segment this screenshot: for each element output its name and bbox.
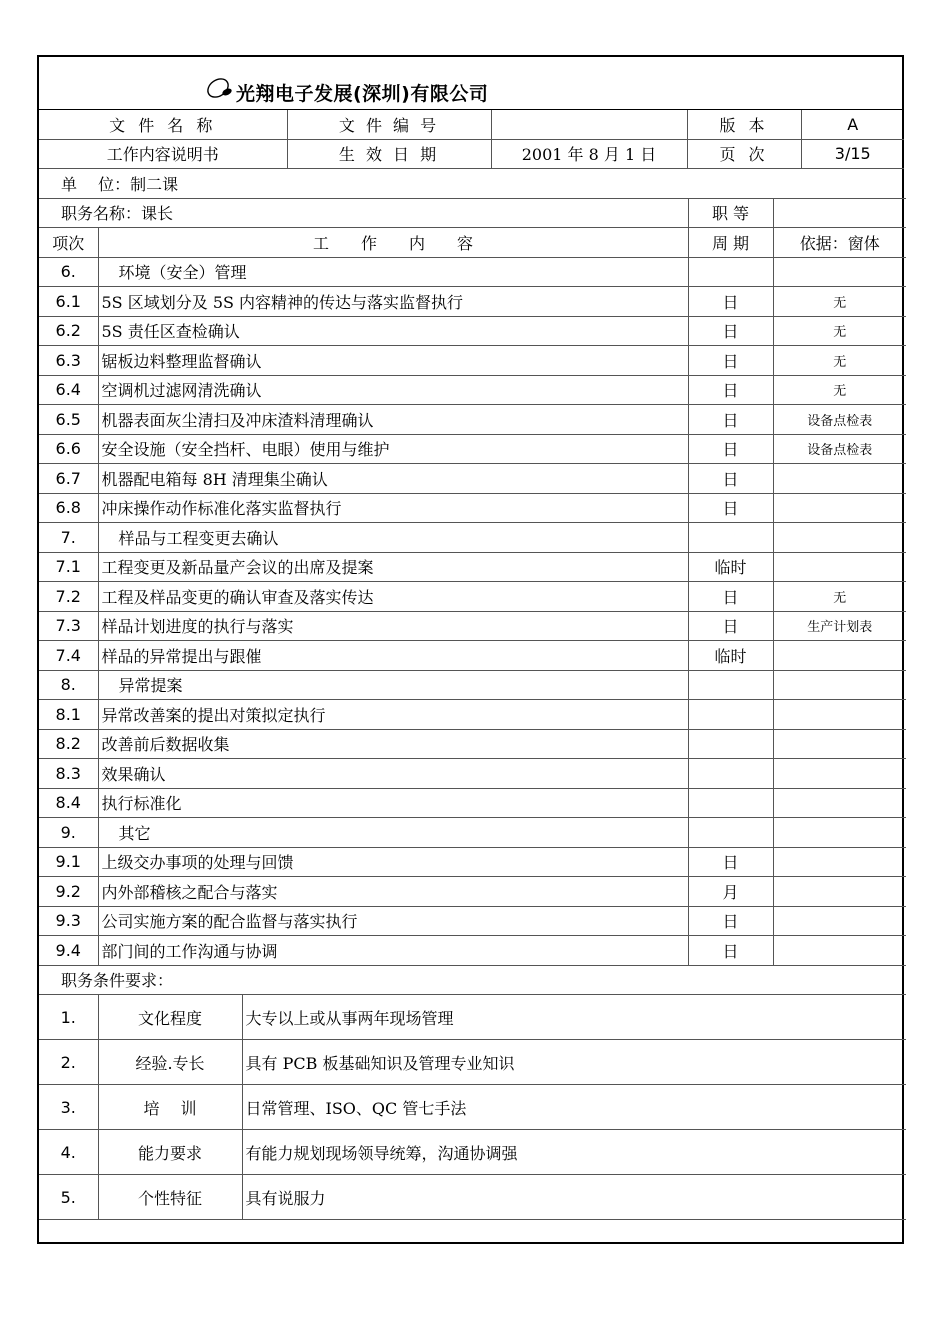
item-content: 样品的异常提出与跟催 — [98, 641, 688, 671]
table-row — [39, 552, 906, 582]
column-cycle: 周 期 — [688, 228, 773, 258]
table-row — [39, 729, 906, 759]
page-value: 3/15 — [801, 139, 904, 169]
item-cycle: 日 — [688, 582, 773, 612]
item-content: 机器配电箱每 8H 清理集尘确认 — [98, 464, 688, 494]
item-basis — [773, 847, 906, 877]
requirement-name: 经验.专长 — [98, 1040, 242, 1085]
item-no: 8.3 — [39, 759, 98, 789]
item-content: 空调机过滤网清洗确认 — [98, 375, 688, 405]
requirements-label: 职务条件要求： — [39, 966, 906, 995]
item-cycle — [688, 729, 773, 759]
bottom-blank-row — [39, 1220, 902, 1244]
item-cycle: 日 — [688, 464, 773, 494]
item-cycle: 日 — [688, 287, 773, 317]
file-no-label: 文 件 编 号 — [287, 110, 491, 139]
item-basis — [773, 464, 906, 494]
item-basis — [773, 700, 906, 730]
item-no: 7.2 — [39, 582, 98, 612]
table-row — [39, 670, 906, 700]
item-no: 6.5 — [39, 405, 98, 435]
item-content: 公司实施方案的配合监督与落实执行 — [98, 906, 688, 936]
item-content: 环境（安全）管理 — [98, 257, 688, 287]
item-no: 7. — [39, 523, 98, 553]
item-content: 其它 — [98, 818, 688, 848]
grade-label: 职 等 — [688, 198, 773, 228]
item-content: 冲床操作动作标准化落实监督执行 — [98, 493, 688, 523]
document-frame — [37, 55, 904, 1244]
unit-line: 单 位：制二课 — [39, 169, 906, 198]
item-basis: 设备点检表 — [773, 434, 906, 464]
item-cycle: 日 — [688, 906, 773, 936]
item-basis — [773, 493, 906, 523]
document — [37, 55, 904, 1244]
item-cycle: 日 — [688, 434, 773, 464]
item-content: 异常改善案的提出对策拟定执行 — [98, 700, 688, 730]
item-content: 机器表面灰尘清扫及冲床渣料清理确认 — [98, 405, 688, 435]
item-no: 8.1 — [39, 700, 98, 730]
requirement-value: 具有说服力 — [242, 1175, 906, 1220]
column-content: 工 作 内 容 — [98, 228, 688, 258]
item-basis — [773, 729, 906, 759]
item-no: 6.8 — [39, 493, 98, 523]
requirement-row — [39, 1175, 906, 1220]
requirement-value: 大专以上或从事两年现场管理 — [242, 995, 906, 1040]
table-row — [39, 316, 906, 346]
requirement-no: 1. — [39, 995, 98, 1040]
item-no: 7.3 — [39, 611, 98, 641]
work-rows — [39, 257, 906, 965]
doc-name: 工作内容说明书 — [39, 139, 287, 169]
effective-date-label: 生 效 日 期 — [287, 139, 491, 169]
table-row — [39, 818, 906, 848]
requirement-value: 具有 PCB 板基础知识及管理专业知识 — [242, 1040, 906, 1085]
version-label: 版 本 — [687, 110, 801, 139]
item-cycle — [688, 700, 773, 730]
item-no: 8. — [39, 670, 98, 700]
requirement-row — [39, 995, 906, 1040]
item-content: 部门间的工作沟通与协调 — [98, 936, 688, 966]
item-basis: 无 — [773, 316, 906, 346]
item-cycle — [688, 759, 773, 789]
table-row — [39, 523, 906, 553]
item-no: 9.3 — [39, 906, 98, 936]
item-content: 上级交办事项的处理与回馈 — [98, 847, 688, 877]
item-content: 工程变更及新品量产会议的出席及提案 — [98, 552, 688, 582]
item-no: 6.6 — [39, 434, 98, 464]
table-row — [39, 287, 906, 317]
item-no: 9.2 — [39, 877, 98, 907]
item-no: 6.7 — [39, 464, 98, 494]
table-row — [39, 641, 906, 671]
item-cycle: 临时 — [688, 552, 773, 582]
requirement-rows — [39, 995, 906, 1220]
table-row — [39, 788, 906, 818]
item-cycle — [688, 257, 773, 287]
company-name: 光翔电子发展(深圳)有限公司 — [236, 83, 489, 105]
item-basis — [773, 877, 906, 907]
title-row — [39, 57, 902, 110]
item-content: 异常提案 — [98, 670, 688, 700]
company-logo-icon — [204, 75, 238, 105]
item-content: 工程及样品变更的确认审查及落实传达 — [98, 582, 688, 612]
file-name-label: 文 件 名 称 — [39, 110, 287, 139]
requirement-row — [39, 1085, 906, 1130]
item-no: 6.4 — [39, 375, 98, 405]
item-cycle: 日 — [688, 375, 773, 405]
table-row — [39, 611, 906, 641]
item-cycle: 日 — [688, 847, 773, 877]
item-cycle: 日 — [688, 346, 773, 376]
effective-date-value: 2001 年 8 月 1 日 — [491, 139, 687, 169]
table-row — [39, 464, 906, 494]
item-basis — [773, 641, 906, 671]
table-row — [39, 936, 906, 966]
item-content: 效果确认 — [98, 759, 688, 789]
item-cycle — [688, 818, 773, 848]
item-cycle — [688, 523, 773, 553]
item-no: 9. — [39, 818, 98, 848]
table-row — [39, 434, 906, 464]
item-no: 6. — [39, 257, 98, 287]
item-basis: 设备点检表 — [773, 405, 906, 435]
item-no: 7.4 — [39, 641, 98, 671]
requirement-no: 4. — [39, 1130, 98, 1175]
requirement-no: 2. — [39, 1040, 98, 1085]
item-basis: 生产计划表 — [773, 611, 906, 641]
item-basis — [773, 552, 906, 582]
requirement-row — [39, 1040, 906, 1085]
item-basis — [773, 257, 906, 287]
requirement-value: 日常管理、ISO、QC 管七手法 — [242, 1085, 906, 1130]
item-cycle: 日 — [688, 611, 773, 641]
item-basis — [773, 818, 906, 848]
item-no: 9.4 — [39, 936, 98, 966]
item-cycle: 临时 — [688, 641, 773, 671]
table-row — [39, 877, 906, 907]
item-basis — [773, 523, 906, 553]
item-cycle: 日 — [688, 493, 773, 523]
table-row — [39, 257, 906, 287]
item-no: 9.1 — [39, 847, 98, 877]
grade-value — [773, 198, 906, 228]
file-no-value — [491, 110, 687, 139]
item-cycle — [688, 670, 773, 700]
requirement-row — [39, 1130, 906, 1175]
table-row — [39, 582, 906, 612]
table-row — [39, 375, 906, 405]
item-basis: 无 — [773, 346, 906, 376]
column-basis: 依据：窗体 — [773, 228, 906, 258]
requirement-no: 3. — [39, 1085, 98, 1130]
item-basis — [773, 670, 906, 700]
item-basis: 无 — [773, 582, 906, 612]
item-content: 执行标准化 — [98, 788, 688, 818]
item-basis — [773, 759, 906, 789]
requirement-name: 个性特征 — [98, 1175, 242, 1220]
item-cycle: 日 — [688, 936, 773, 966]
item-basis — [773, 936, 906, 966]
item-no: 8.2 — [39, 729, 98, 759]
item-content: 样品与工程变更去确认 — [98, 523, 688, 553]
item-content: 样品计划进度的执行与落实 — [98, 611, 688, 641]
column-item: 项次 — [39, 228, 98, 258]
item-content: 安全设施（安全挡杆、电眼）使用与维护 — [98, 434, 688, 464]
table-row — [39, 847, 906, 877]
table-row — [39, 405, 906, 435]
item-cycle: 月 — [688, 877, 773, 907]
item-content: 锯板边料整理监督确认 — [98, 346, 688, 376]
item-content: 5S 责任区查检确认 — [98, 316, 688, 346]
version-value: A — [801, 110, 904, 139]
requirement-name: 培 训 — [98, 1085, 242, 1130]
item-no: 6.1 — [39, 287, 98, 317]
item-basis: 无 — [773, 375, 906, 405]
item-content: 改善前后数据收集 — [98, 729, 688, 759]
page-label: 页 次 — [687, 139, 801, 169]
table-row — [39, 346, 906, 376]
requirement-value: 有能力规划现场领导统筹，沟通协调强 — [242, 1130, 906, 1175]
table-row — [39, 906, 906, 936]
item-basis — [773, 906, 906, 936]
work-table — [39, 169, 906, 966]
table-row — [39, 759, 906, 789]
item-cycle: 日 — [688, 316, 773, 346]
item-no: 6.3 — [39, 346, 98, 376]
item-cycle — [688, 788, 773, 818]
item-no: 7.1 — [39, 552, 98, 582]
requirement-no: 5. — [39, 1175, 98, 1220]
item-cycle: 日 — [688, 405, 773, 435]
item-no: 8.4 — [39, 788, 98, 818]
item-basis — [773, 788, 906, 818]
table-row — [39, 493, 906, 523]
header-table — [39, 110, 904, 169]
item-basis: 无 — [773, 287, 906, 317]
requirements-table — [39, 966, 906, 1221]
position-name: 职务名称：课长 — [39, 198, 688, 228]
requirement-name: 文化程度 — [98, 995, 242, 1040]
item-content: 5S 区域划分及 5S 内容精神的传达与落实监督执行 — [98, 287, 688, 317]
table-row — [39, 700, 906, 730]
item-content: 内外部稽核之配合与落实 — [98, 877, 688, 907]
item-no: 6.2 — [39, 316, 98, 346]
requirement-name: 能力要求 — [98, 1130, 242, 1175]
